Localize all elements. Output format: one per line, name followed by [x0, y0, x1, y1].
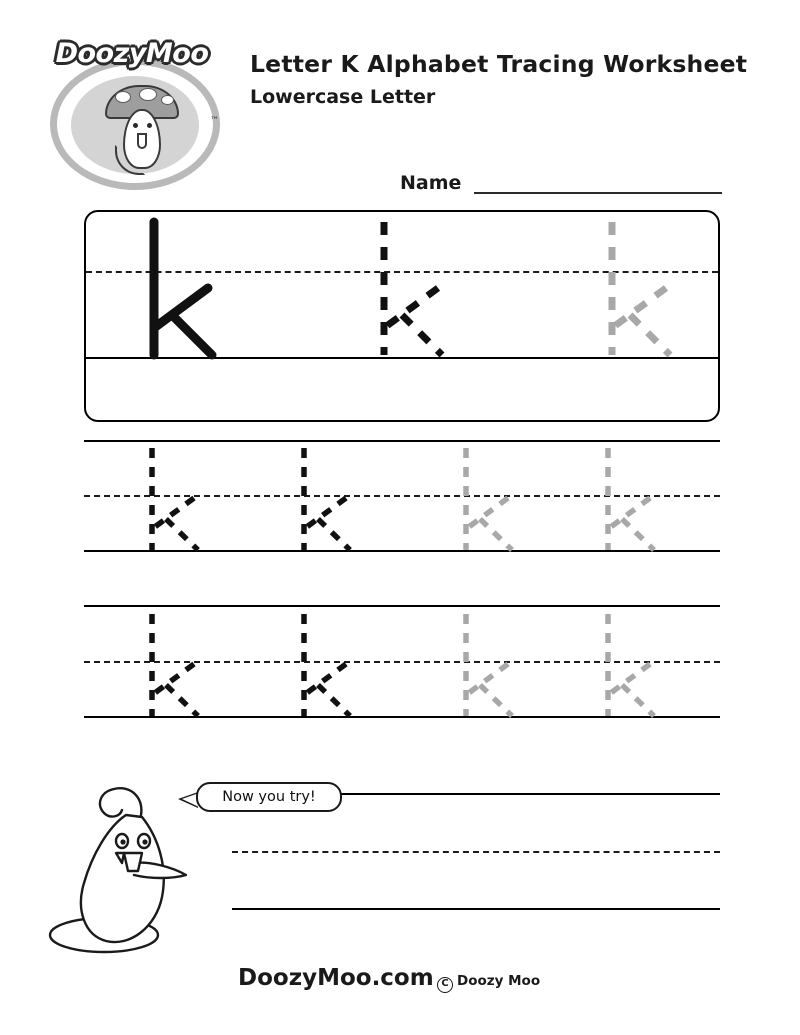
- mushroom-spot-icon: [115, 91, 131, 103]
- logo-mascot-eye: [133, 123, 138, 128]
- letter-glyph-faded: [578, 214, 688, 364]
- practice-letter-dashed[interactable]: [278, 444, 364, 556]
- footer-copyright-text: Doozy Moo: [457, 973, 541, 989]
- freewrite-baseline[interactable]: [232, 908, 720, 910]
- logo-wordmark: DoozyMoo: [55, 38, 209, 69]
- footer-copyright: [437, 973, 540, 993]
- footer-brand: DoozyMoo.com: [238, 965, 434, 991]
- page-subtitle: Lowercase Letter: [250, 86, 436, 108]
- speech-bubble: [196, 782, 342, 812]
- trademark-symbol: ™: [210, 116, 219, 126]
- practice-row-top-rule: [84, 440, 720, 442]
- freewrite-dashed-rule: [232, 851, 720, 853]
- doozy-moo-logo: [28, 30, 223, 190]
- practice-letter-faded[interactable]: [582, 444, 668, 556]
- speech-bubble-text: Now you try!: [222, 789, 316, 805]
- letter-glyph-dashed: [350, 214, 460, 364]
- page-title: Letter K Alphabet Tracing Worksheet: [250, 50, 748, 78]
- copyright-icon: C: [437, 977, 453, 993]
- practice-letter-faded[interactable]: [582, 610, 668, 722]
- letter-glyph-solid: [120, 214, 230, 364]
- mushroom-spot-icon: [161, 95, 174, 105]
- practice-letter-dashed[interactable]: [126, 444, 212, 556]
- mushroom-spot-icon: [139, 88, 157, 101]
- practice-letter-faded[interactable]: [440, 444, 526, 556]
- logo-mascot-tail: [149, 161, 201, 185]
- practice-letter-dashed[interactable]: [126, 610, 212, 722]
- practice-letter-faded[interactable]: [440, 610, 526, 722]
- practice-row-top-rule: [84, 605, 720, 607]
- name-input-line[interactable]: [474, 192, 722, 194]
- practice-letter-dashed[interactable]: [278, 610, 364, 722]
- logo-mascot-eye: [147, 123, 152, 128]
- logo-circle: [50, 58, 220, 190]
- name-label: Name: [400, 172, 462, 194]
- mascot-character: [46, 775, 211, 970]
